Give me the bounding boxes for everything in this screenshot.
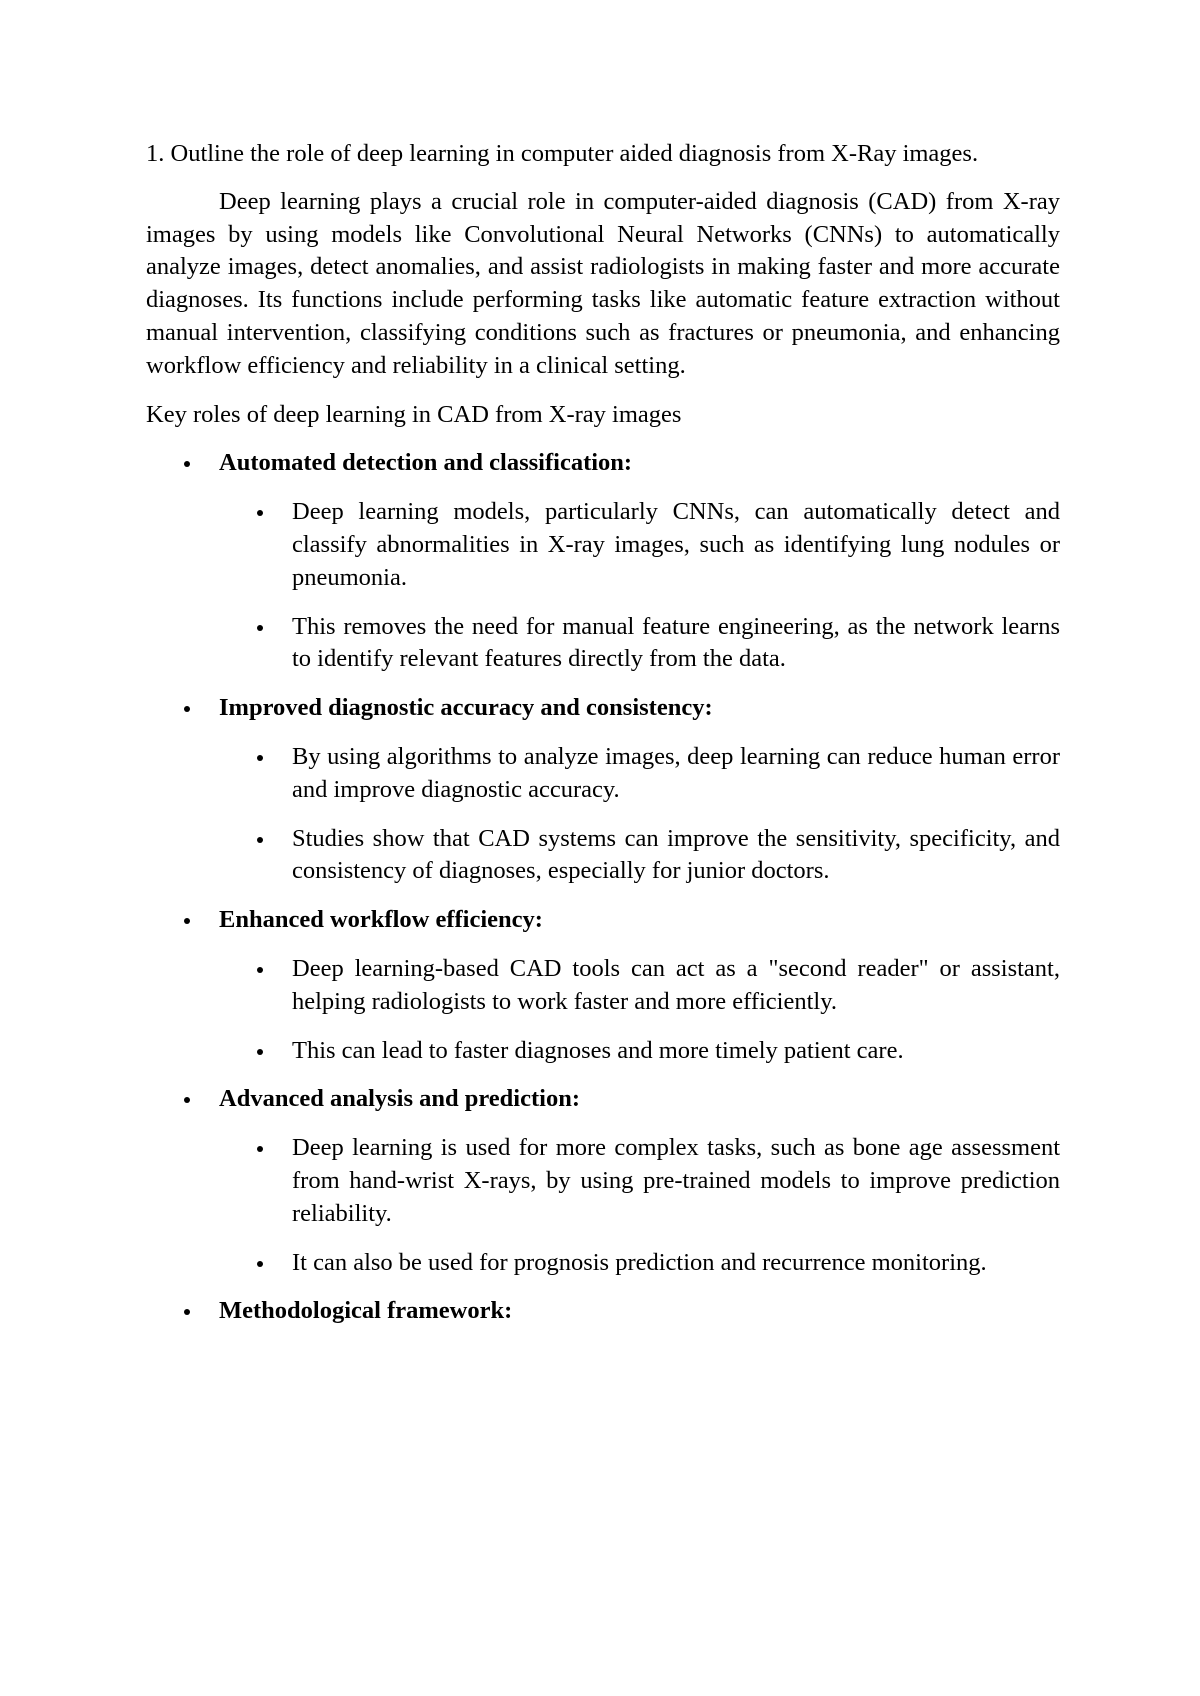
sub-point-item — [219, 741, 1060, 807]
section-title: Enhanced workflow efficiency: — [219, 906, 543, 934]
intro-paragraph: Deep learning plays a crucial role in computer-aided diagnosis (CAD) from X-ray images by using models like Convolutional Neural Networks (CNNs) to automatically analyze images, detect anomalies, and assist radiologists in making faster and more accurate diagnoses. Its functions include performing tasks like automatic feature extraction without manual intervention, classifying conditions such as fractures or pneumonia, and enhancing workflow efficiency and reliability in a clinical setting. — [146, 187, 1060, 379]
sub-point-item — [219, 953, 1060, 1019]
bullet-icon — [184, 706, 190, 712]
sub-point-item — [219, 611, 1060, 677]
section-item — [146, 904, 1060, 1067]
section-item — [146, 447, 1060, 676]
bullet-icon — [257, 967, 263, 973]
bullet-icon — [184, 1097, 190, 1103]
bullet-icon — [257, 510, 263, 516]
bullet-icon — [257, 837, 263, 843]
section-title: Advanced analysis and prediction: — [219, 1085, 580, 1113]
bullet-icon — [184, 1309, 190, 1315]
section-item — [146, 1295, 1060, 1328]
sub-point-list — [219, 496, 1060, 676]
sub-point-text: This can lead to faster diagnoses and more timely patient care. — [292, 1036, 904, 1064]
bullet-icon — [257, 1049, 263, 1055]
bullet-icon — [257, 1146, 263, 1152]
sub-point-text: By using algorithms to analyze images, deep learning can reduce human error and improve diagnostic accuracy. — [292, 742, 1060, 803]
bullet-icon — [184, 461, 190, 467]
sub-point-text: This removes the need for manual feature engineering, as the network learns to identify relevant features directly from the data. — [292, 612, 1060, 673]
section-item — [146, 1083, 1060, 1279]
sub-point-item — [219, 1247, 1060, 1280]
sub-point-text: Studies show that CAD systems can improve the sensitivity, specificity, and consistency of diagnoses, especially for junior doctors. — [292, 824, 1060, 885]
bullet-icon — [184, 918, 190, 924]
bullet-icon — [257, 755, 263, 761]
section-title: Methodological framework: — [219, 1297, 513, 1325]
key-roles-list — [146, 447, 1060, 1328]
question-heading: 1. Outline the role of deep learning in computer aided diagnosis from X-Ray images. — [146, 140, 979, 167]
sub-point-list — [219, 1132, 1060, 1279]
sub-point-list — [219, 953, 1060, 1067]
sub-point-text: It can also be used for prognosis prediction and recurrence monitoring. — [292, 1248, 987, 1276]
sub-point-text: Deep learning-based CAD tools can act as a "second reader" or assistant, helping radiologists to work faster and more efficiently. — [292, 954, 1060, 1015]
sub-point-item — [219, 1132, 1060, 1230]
section-item — [146, 692, 1060, 888]
section-title: Automated detection and classification: — [219, 449, 633, 477]
bullet-icon — [257, 625, 263, 631]
sub-point-item — [219, 496, 1060, 594]
section-title: Improved diagnostic accuracy and consistency: — [219, 694, 713, 722]
document-page — [146, 138, 1060, 1344]
key-roles-heading: Key roles of deep learning in CAD from X-ray images — [146, 400, 682, 428]
sub-point-text: Deep learning is used for more complex tasks, such as bone age assessment from hand-wrist X-rays, by using pre-trained models to improve prediction reliability. — [292, 1134, 1060, 1227]
bullet-icon — [257, 1261, 263, 1267]
sub-point-item — [219, 1035, 1060, 1068]
sub-point-item — [219, 823, 1060, 889]
sub-point-list — [219, 741, 1060, 888]
sub-point-text: Deep learning models, particularly CNNs, can automatically detect and classify abnormalities in X-ray images, such as identifying lung nodules or pneumonia. — [292, 498, 1060, 591]
